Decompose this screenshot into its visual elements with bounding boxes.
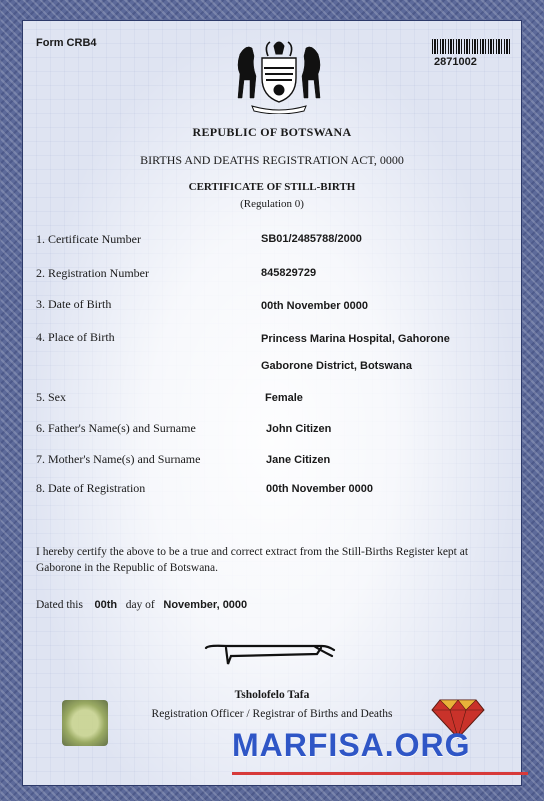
dated-prefix: Dated this xyxy=(36,599,83,611)
certificate-number-label: 1. Certificate Number xyxy=(36,232,141,246)
father-name-value: John Citizen xyxy=(266,423,332,435)
watermark-underline xyxy=(232,772,528,775)
certificate-number-value: SB01/2485788/2000 xyxy=(261,233,362,245)
signature-icon xyxy=(204,642,344,668)
date-of-birth-label: 3. Date of Birth xyxy=(36,297,112,311)
dated-line xyxy=(36,599,247,611)
form-code: Form CRB4 xyxy=(36,37,97,49)
place-of-birth-district: Gaborone District, Botswana xyxy=(261,360,412,372)
mother-name-value: Jane Citizen xyxy=(266,454,331,466)
sex-value: Female xyxy=(265,392,303,404)
registration-number-value: 845829729 xyxy=(261,267,317,279)
officer-title: Registration Officer / Registrar of Births and Deaths xyxy=(151,708,393,720)
registration-date-label: 8. Date of Registration xyxy=(36,481,146,495)
dated-month-year: November, 0000 xyxy=(163,599,248,611)
certification-statement: I hereby certify the above to be a true and correct extract from the Still-Births Register kept at Gaborone in the Republic of Botswana. xyxy=(36,546,469,574)
date-of-birth-value: 00th November 0000 xyxy=(261,300,368,312)
barcode xyxy=(432,39,510,54)
registration-date-value: 00th November 0000 xyxy=(266,483,373,495)
regulation-text: (Regulation 0) xyxy=(240,198,304,210)
dated-day: 00th xyxy=(94,599,118,611)
sex-label: 5. Sex xyxy=(36,390,66,404)
mother-name-label: 7. Mother's Name(s) and Surname xyxy=(36,452,201,466)
registration-number-label: 2. Registration Number xyxy=(36,266,149,280)
certificate-title: CERTIFICATE OF STILL-BIRTH xyxy=(188,181,356,193)
officer-name: Tsholofelo Tafa xyxy=(234,689,310,701)
place-of-birth-label: 4. Place of Birth xyxy=(36,330,115,344)
certificate-document xyxy=(22,20,522,786)
act-heading: BIRTHS AND DEATHS REGISTRATION ACT, 0000 xyxy=(140,153,404,167)
watermark-text: MARFISA.ORG xyxy=(232,727,471,763)
serial-number: 2871002 xyxy=(434,56,477,68)
republic-heading: REPUBLIC OF BOTSWANA xyxy=(192,125,352,139)
coat-of-arms-icon xyxy=(232,34,326,114)
hologram-seal-icon xyxy=(62,700,108,746)
dated-day-of: day of xyxy=(125,599,155,611)
place-of-birth-value: Princess Marina Hospital, Gahorone xyxy=(261,333,450,345)
father-name-label: 6. Father's Name(s) and Surname xyxy=(36,421,196,435)
